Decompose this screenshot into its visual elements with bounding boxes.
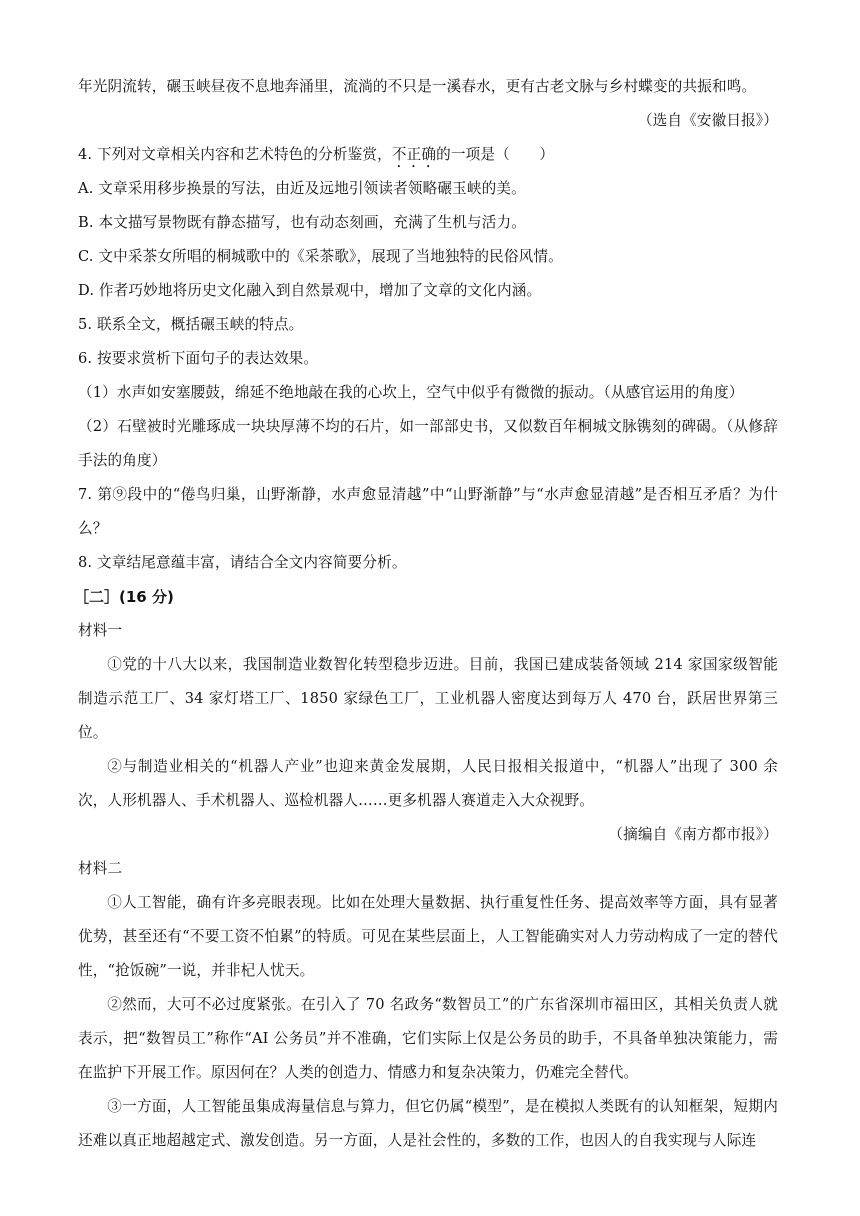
passage-source: （选自《安徽日报》） [637, 112, 778, 129]
question-4-emphasis: 不正确 [391, 146, 437, 163]
question-6-stem: 6. 按要求赏析下面句子的表达效果。 [78, 350, 319, 367]
question-6-item-2: （2）石壁被时光雕琢成一块块厚薄不均的石片，如一部部史书，又似数百年桐城文脉镌刻的碑碣。（从修辞手法的角度） [78, 418, 778, 469]
question-5: 5. 联系全文，概括碾玉峡的特点。 [78, 316, 304, 333]
question-4-stem [78, 138, 778, 172]
material-2-label: 材料二 [78, 860, 123, 877]
material-1-paragraph-1: ①党的十八大以来，我国制造业数智化转型稳步迈进。目前，我国已建成装备领域 214 家国家级智能制造示范工厂、34 家灯塔工厂、1850 家绿色工厂，工业机器人密度达到每万人 470 台，跃居世界第三位。 [78, 656, 778, 741]
material-1-source: （摘编自《南方都市报》） [608, 826, 778, 843]
question-4-option-d: D. 作者巧妙地将历史文化融入到自然景观中，增加了文章的文化内涵。 [78, 282, 542, 299]
question-4-stem-pre: 4. 下列对文章相关内容和艺术特色的分析鉴赏， [78, 146, 392, 163]
question-6-item-1: （1）水声如安塞腰鼓，绵延不绝地敲在我的心坎上，空气中似乎有微微的振动。（从感官运用的角度） [78, 384, 744, 401]
material-1-paragraph-2: ②与制造业相关的“机器人产业”也迎来黄金发展期，人民日报相关报道中，“机器人”出现了 300 余次，人形机器人、手术机器人、巡检机器人……更多机器人赛道走入大众视野。 [78, 758, 778, 809]
question-4-option-b: B. 本文描写景物既有静态描写，也有动态刻画，充满了生机与活力。 [78, 214, 527, 231]
question-4-stem-post: 的一项是（ ） [436, 146, 555, 163]
material-2-paragraph-3: ③一方面，人工智能虽集成海量信息与算力，但它仍属“模型”，是在模拟人类既有的认知框架，短期内还难以真正地超越定式、激发创造。另一方面，人是社会性的，多数的工作，也因人的自我实现与人际连 [78, 1098, 778, 1149]
material-2-paragraph-1: ①人工智能，确有许多亮眼表现。比如在处理大量数据、执行重复性任务、提高效率等方面，具有显著优势，甚至还有“不要工资不怕累”的特质。可见在某些层面上，人工智能确实对人力劳动构成了一定的替代性，“抢饭碗”一说，并非杞人忧天。 [78, 894, 778, 979]
question-4-option-c: C. 文中采茶女所唱的桐城歌中的《采茶歌》，展现了当地独特的民俗风情。 [78, 248, 563, 265]
question-8: 8. 文章结尾意蕴丰富，请结合全文内容简要分析。 [78, 554, 407, 571]
material-1-label: 材料一 [78, 622, 123, 639]
question-7: 7. 第⑨段中的“倦鸟归巢，山野渐静，水声愈显清越”中“山野渐静”与“水声愈显清越”是否相互矛盾？为什么？ [78, 486, 778, 537]
passage-closing-line: 年光阴流转，碾玉峡昼夜不息地奔涌里，流淌的不只是一溪春水，更有古老文脉与乡村蝶变的共振和鸣。 [78, 78, 757, 95]
document-page [74, 70, 778, 1158]
section-2-heading: ［二］(16 分) [74, 588, 174, 606]
question-4-option-a: A. 文章采用移步换景的写法，由近及远地引领读者领略碾玉峡的美。 [78, 180, 526, 197]
material-2-paragraph-2: ②然而，大可不必过度紧张。在引入了 70 名政务“数智员工”的广东省深圳市福田区，其相关负责人就表示，把“数智员工”称作“AI 公务员”并不准确，它们实际上仅是公务员的助手，不具备单独决策能力，需在监护下开展工作。原因何在？人类的创造力、情感力和复杂决策力，仍难完全替代。 [78, 996, 778, 1081]
